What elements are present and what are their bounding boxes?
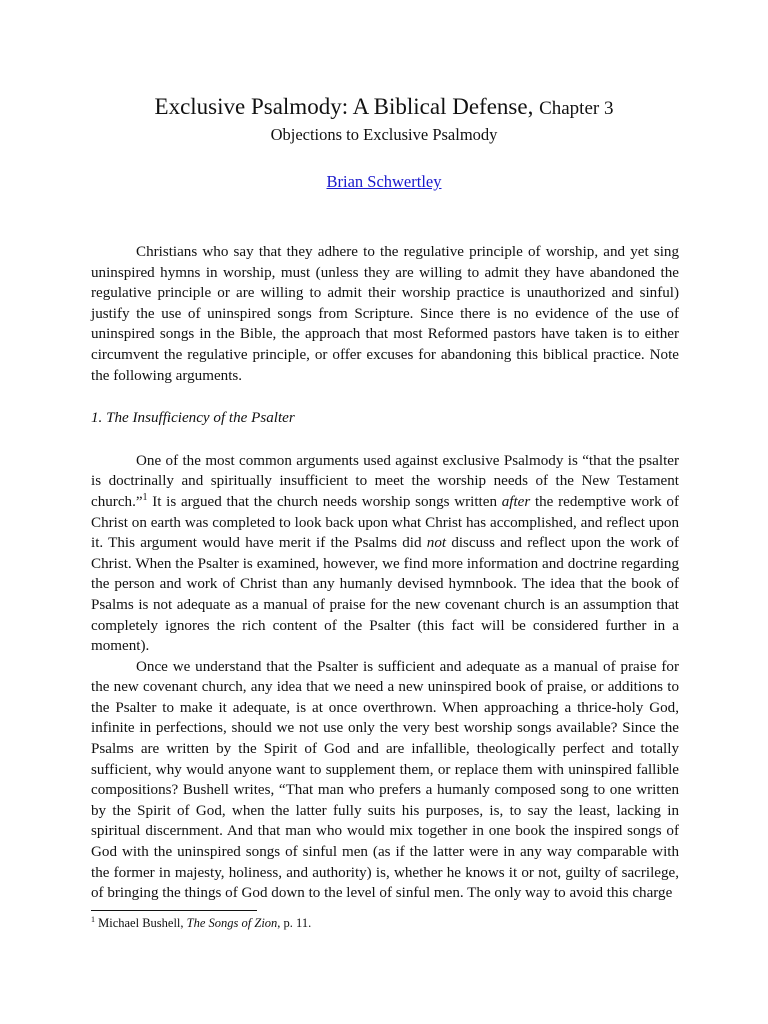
document-title bbox=[0, 92, 768, 124]
footnote-divider bbox=[91, 910, 257, 911]
chapter-label: Chapter 3 bbox=[539, 98, 614, 119]
intro-paragraph: Christians who say that they adhere to the regulative principle of worship, and yet sing uninspired hymns in worship, must (unless they are willing to admit they have abandoned the regulative principle or are willing to admit their worship practice is unauthorized and sinful) justify the use of uninspired songs from Scripture. Since there is no evidence of the use of uninspired songs in the Bible, the approach that most Reformed pastors have taken is to either circumvent the regulative principle, or offer excuses for abandoning this biblical practice. Note the following arguments. bbox=[91, 244, 679, 384]
para1-emphasis-after: after bbox=[501, 493, 531, 510]
paragraph-2: Once we understand that the Psalter is sufficient and adequate as a manual of praise for the new covenant church, any idea that we need a new uninspired book of praise, or additions to the Psalter to make it adequate, is at once overthrown. When approaching a thrice-holy God, infinite in perfections, should we not use only the very best worship songs available? Since the Psalms are written by the Spirit of God and are infallible, theologically perfect and totally sufficient, why would anyone want to supplement them, or replace them with uninspired fallible compositions? Bushell writes, “That man who prefers a humanly composed song to one written by the Spirit of God, when the latter fully suits his purposes, is, to say the least, lacking in spiritual discernment. And that man who would mix together in one book the inspired songs of God with the uninspired songs of sinful men (as if the latter were in any way comparable with the former in majesty, holiness, and authority) is, whether he knows it or not, guilty of sacrilege, of bringing the things of God down to the level of sinful men. The only way to avoid this charge bbox=[91, 658, 679, 902]
footnote-number: 1 bbox=[91, 914, 95, 924]
footnote-post: , p. 11. bbox=[277, 916, 312, 930]
paragraph-1 bbox=[91, 451, 679, 657]
author-link[interactable]: Brian Schwertley bbox=[326, 172, 442, 191]
title-text: Exclusive Psalmody: A Biblical Defense, bbox=[154, 94, 534, 119]
footnote bbox=[91, 915, 679, 932]
footnote-book-title: The Songs of Zion bbox=[186, 916, 278, 930]
para1-text-a: One of the most common arguments used against exclusive Psalmody is “that the psalter is doctrinally and spiritually insufficient to meet the worship needs of the New Testament church.” bbox=[91, 452, 679, 510]
document-subtitle: Objections to Exclusive Psalmody bbox=[270, 125, 498, 144]
para1-text-d: discuss and reflect upon the work of Christ. When the Psalter is examined, however, we find more information and doctrine regarding the person and work of Christ than any humanly devised hymnbook. The idea that the book of Psalms is not adequate as a manual of praise for the new covenant church is an assumption that completely ignores the rich content of the Psalter (this fact will be considered further in a moment). bbox=[91, 535, 679, 655]
para1-text-b: It is argued that the church needs worship songs written bbox=[147, 493, 502, 510]
footnote-ref[interactable]: 1 bbox=[142, 491, 148, 503]
author-line bbox=[0, 171, 768, 193]
footnote-pre: Michael Bushell, bbox=[95, 916, 187, 930]
para1-text-c: the redemptive work of Christ on earth was completed to look back upon what Christ has accomplished, and reflect upon it. This argument would have merit if the Psalms did bbox=[91, 493, 679, 552]
document-body bbox=[91, 242, 679, 904]
para1-emphasis-not: not bbox=[426, 535, 447, 552]
section-heading: 1. The Insufficiency of the Psalter bbox=[91, 410, 295, 427]
